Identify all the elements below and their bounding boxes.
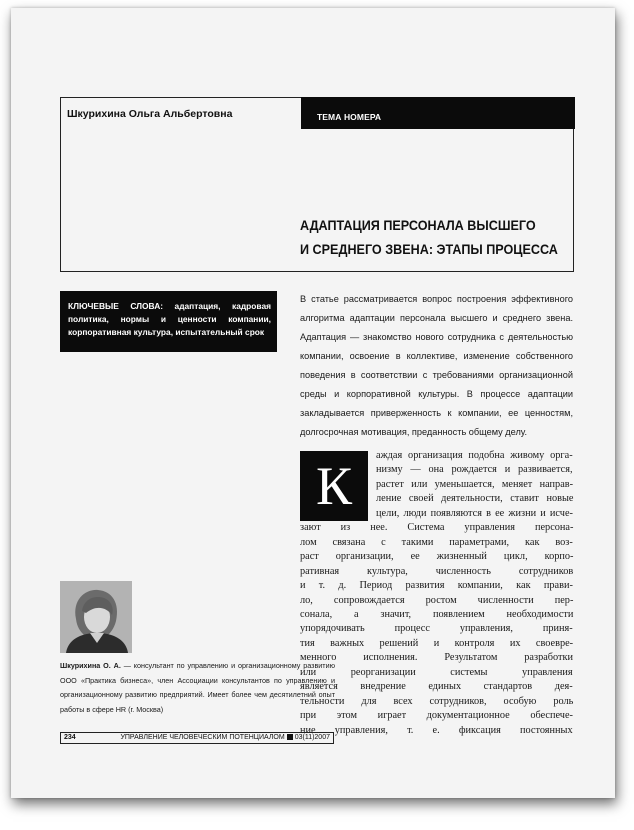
body-text-line: растет или уменьшается, меняет направ- [376,478,574,490]
body-text-line: и т. д. Период развития компании, как прави- [300,580,573,592]
body-text-line: является внедрение единых стандартов дея- [300,681,573,693]
article-title [300,213,558,261]
keywords-text: адаптация, кадровая политика, нормы и ценности компании, корпоративная культура, испытательный срок [68,301,271,337]
article-abstract: В статье рассматривается вопрос построения эффективного алгоритма адаптации персонала высшего и среднего звена. Адаптация — знакомство нового сотрудника с деятельностью компании, освоение в коллективе, изменение собственного поведения в соответствии с требованиями организационной среды и корпоративной культуры. В процессе адаптации закладывается приверженность к компании, ее ценностям, долгосрочная мотивация, преданность общему делу. [300,294,573,437]
author-bio-name: Шкурихина О. А. [60,661,121,670]
author-photo [60,581,132,653]
body-text-line: цели, люди появляются в ее жизни и исче- [376,507,573,519]
body-text-line: упорядочивать процесс управления, приня- [300,623,573,635]
page-number: 234 [64,734,76,741]
body-text-line: тия важных решений и контроля их своевре- [300,637,574,649]
keywords-box [60,291,277,352]
page-footer [60,732,334,744]
body-text-line: сонала, а значит, появлением необходимости [300,608,574,620]
body-text-line: ление своей деятельности, ставит новые [376,493,574,505]
body-text-line: зают из нее. Система управления персона- [300,522,574,534]
body-text-line: менного исполнения. Результатом разработки [300,652,574,664]
body-text-line: тельности для всех сотрудников, особую роль [300,695,574,707]
body-text-line: при этом играет документационное обеспече- [300,710,573,722]
title-line-2: И СРЕДНЕГО ЗВЕНА: ЭТАПЫ ПРОЦЕССА [300,241,558,257]
body-text-line: ние управления, т. е. фиксация постоянных [300,724,573,736]
keywords-label: КЛЮЧЕВЫЕ СЛОВА: [68,301,164,311]
section-label: ТЕМА НОМЕРА [301,97,575,129]
author-bio-text: — консультант по управлению и организационному развитию ООО «Практика бизнеса», член Ассоциации консультантов по управлению и организационному развитию предприятий. Имеет более чем десятилетний опыт работы в сфере HR (г. Москва) [60,661,335,714]
body-text-line: лом связана с такими параметрами, как воз- [300,536,573,548]
journal-issue: 03(11)2007 [294,734,330,741]
body-text-line: или реорганизации системы управления [300,666,573,678]
journal-info [120,733,330,743]
body-text-line: низму — она рождается и развивается, [376,464,573,476]
journal-name: УПРАВЛЕНИЕ ЧЕЛОВЕЧЕСКИМ ПОТЕНЦИАЛОМ [120,734,285,741]
title-line-1: АДАПТАЦИЯ ПЕРСОНАЛА ВЫСШЕГО [300,217,536,233]
body-text-line: аждая организация подобна живому орга- [376,450,573,461]
drop-cap: К [300,451,368,521]
body-text-line: ло, сопровождается ростом численности пер- [300,594,574,606]
author-name: Шкурихина Ольга Альбертовна [67,108,233,120]
author-bio [60,659,335,717]
square-separator-icon [287,734,293,740]
body-text-line: ративная культура, численность сотрудников [300,565,574,577]
body-text-line: раст организации, ее жизненный цикл, корпо- [300,551,574,563]
author-portrait-image [60,581,132,653]
